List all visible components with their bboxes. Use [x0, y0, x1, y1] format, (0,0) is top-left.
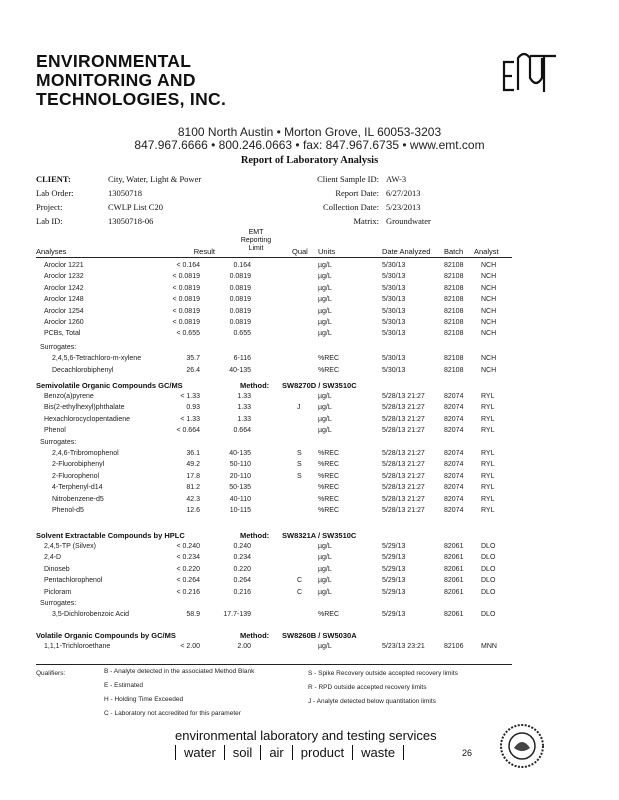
- analyst: NCH: [481, 296, 497, 304]
- result-value: 17.8: [186, 472, 200, 480]
- result-value: < 0.164: [176, 262, 200, 269]
- company-name-line3: TECHNOLOGIES, INC.: [36, 89, 227, 109]
- footer-item-product: product: [292, 745, 352, 760]
- table-row: [0, 367, 619, 378]
- table-row: [0, 611, 619, 622]
- svoc-section-method: SW8270D / SW3510C: [282, 381, 357, 390]
- analyst: DLO: [481, 543, 496, 550]
- analyst: NCH: [481, 319, 497, 326]
- table-row: [0, 319, 619, 330]
- analyte-name: Picloram: [44, 588, 72, 596]
- accreditation-seal-icon: [498, 722, 546, 770]
- reporting-limit: 0.264: [233, 577, 251, 585]
- reporting-limit: 0.220: [233, 565, 251, 573]
- client-label: CLIENT:: [36, 174, 71, 184]
- batch: 82108: [444, 284, 464, 292]
- sample-id-value: AW-3: [386, 174, 407, 184]
- company-name-line2: MONITORING AND: [36, 70, 196, 90]
- table-row: [0, 589, 619, 600]
- footer-tagline: environmental laboratory and testing services: [175, 728, 437, 743]
- date-analyzed: 5/30/13: [382, 319, 406, 326]
- reporting-limit: 0.0819: [229, 319, 251, 326]
- units: µg/L: [318, 643, 332, 650]
- analyte-name: Benzo(a)pyrene: [44, 393, 94, 400]
- reporting-limit: 6-116: [233, 355, 251, 363]
- page-number: 26: [462, 748, 473, 758]
- analyte-name: Aroclor 1260: [44, 319, 84, 326]
- surrogates-label: Surrogates:: [40, 600, 77, 607]
- batch: 82106: [444, 643, 464, 650]
- analyst: NCH: [481, 355, 497, 363]
- reporting-limit: 17.7-139: [223, 611, 251, 619]
- batch: 82074: [444, 495, 464, 503]
- col-rl-line3: Limit: [248, 245, 264, 252]
- units: µg/L: [318, 319, 332, 326]
- units: µg/L: [318, 543, 332, 550]
- company-logo: [500, 48, 560, 96]
- client-value: City, Water, Light & Power: [108, 174, 202, 184]
- units: %REC: [318, 484, 340, 492]
- analyst: NCH: [481, 330, 497, 338]
- batch: 82074: [444, 415, 464, 423]
- date-analyzed: 5/28/13 21:27: [382, 461, 425, 469]
- units: µg/L: [318, 262, 332, 269]
- reporting-limit: 2.00: [237, 643, 251, 650]
- table-row: [0, 285, 619, 296]
- lab-id-value: 13050718-06: [108, 216, 154, 226]
- analyst: NCH: [481, 284, 497, 292]
- analyte-name: Aroclor 1221: [44, 262, 84, 269]
- analyte-name: 4-Terphenyl-d14: [52, 484, 103, 492]
- table-row: [0, 355, 619, 366]
- table-row: [0, 404, 619, 415]
- analyst: DLO: [481, 554, 496, 562]
- surrogates-label: Surrogates:: [40, 438, 77, 446]
- date-analyzed: 5/28/13 21:27: [382, 472, 425, 480]
- table-row: [0, 643, 619, 654]
- batch: 82074: [444, 427, 464, 435]
- date-analyzed: 5/28/13 21:27: [382, 427, 425, 435]
- hplc-section-title: Solvent Extractable Compounds by HPLC: [36, 531, 185, 540]
- date-analyzed: 5/29/13: [382, 611, 406, 619]
- report-date-value: 6/27/2013: [386, 188, 421, 198]
- analyst: RYL: [481, 484, 495, 492]
- analyte-name: Aroclor 1248: [44, 296, 84, 304]
- batch: 82108: [444, 366, 464, 374]
- analyst: DLO: [481, 588, 496, 596]
- units: µg/L: [318, 284, 332, 292]
- units: µg/L: [318, 330, 332, 338]
- report-date-label: Report Date:: [335, 188, 379, 198]
- table-row: [0, 461, 619, 472]
- units: %REC: [318, 495, 340, 503]
- analyte-name: 1,1,1-Trichloroethane: [44, 643, 111, 650]
- table-row: [0, 416, 619, 427]
- analyte-name: Phenol: [44, 427, 66, 435]
- analyst: NCH: [481, 262, 497, 269]
- matrix-value: Groundwater: [386, 216, 431, 226]
- analyte-name: Phenol-d5: [52, 507, 84, 514]
- result-value: 35.7: [186, 355, 200, 363]
- batch: 82061: [444, 577, 464, 585]
- result-value: 49.2: [186, 461, 200, 469]
- date-analyzed: 5/29/13: [382, 577, 406, 585]
- reporting-limit: 40-110: [229, 495, 251, 503]
- reporting-limit: 10-115: [229, 507, 251, 514]
- footer-item-air: air: [260, 745, 291, 760]
- analyte-name: Aroclor 1242: [44, 284, 84, 292]
- table-row: [0, 262, 619, 273]
- qualifier-code: S: [297, 461, 302, 469]
- hplc-section-method-label: Method:: [240, 531, 270, 540]
- col-analyst: Analyst: [474, 247, 499, 256]
- table-row: [0, 484, 619, 495]
- qualifier-b: B - Analyte detected in the associated Method Blank: [104, 668, 255, 675]
- units: %REC: [318, 461, 340, 469]
- analyte-name: Dinoseb: [44, 565, 70, 573]
- date-analyzed: 5/30/13: [382, 355, 406, 363]
- col-batch: Batch: [444, 247, 464, 256]
- table-row: [0, 554, 619, 565]
- units: %REC: [318, 611, 340, 619]
- project-value: CWLP List C20: [108, 202, 163, 212]
- result-value: < 0.0819: [172, 284, 200, 292]
- date-analyzed: 5/28/13 21:27: [382, 450, 425, 457]
- result-value: < 2.00: [180, 643, 200, 650]
- voc-section-method: SW8260B / SW5030A: [282, 631, 357, 640]
- result-value: < 0.264: [176, 577, 200, 585]
- report-title: Report of Laboratory Analysis: [240, 155, 379, 166]
- analyst: RYL: [481, 461, 495, 469]
- lab-id-label: Lab ID:: [36, 216, 63, 226]
- result-value: 42.3: [186, 495, 200, 503]
- batch: 82074: [444, 484, 464, 492]
- units: %REC: [318, 450, 340, 457]
- analyte-name: Pentachlorophenol: [44, 577, 103, 585]
- table-row: [0, 507, 619, 518]
- analyte-name: Aroclor 1232: [44, 273, 84, 281]
- analyst: NCH: [481, 307, 497, 315]
- batch: 82074: [444, 450, 464, 457]
- reporting-limit: 40-135: [229, 366, 251, 374]
- date-analyzed: 5/29/13: [382, 588, 406, 596]
- reporting-limit: 40-135: [229, 450, 251, 457]
- result-value: 0.93: [186, 404, 200, 412]
- date-analyzed: 5/30/13: [382, 262, 406, 269]
- footer-item-waste: waste: [352, 745, 404, 760]
- units: µg/L: [318, 554, 332, 562]
- qualifier-e: E - Estimated: [104, 682, 144, 689]
- header-rule: [36, 257, 512, 258]
- date-analyzed: 5/28/13 21:27: [382, 415, 425, 423]
- reporting-limit: 50-110: [229, 461, 251, 469]
- analyte-name: Hexachlorocyclopentadiene: [44, 415, 130, 423]
- date-analyzed: 5/28/13 21:27: [382, 393, 425, 400]
- reporting-limit: 1.33: [237, 393, 251, 400]
- units: µg/L: [318, 577, 332, 585]
- reporting-limit: 0.216: [233, 588, 251, 596]
- reporting-limit: 0.0819: [229, 273, 251, 281]
- analyte-name: 2,4-D: [44, 554, 62, 562]
- voc-section-title: Volatile Organic Compounds by GC/MS: [36, 631, 176, 640]
- result-value: < 0.240: [176, 543, 200, 550]
- reporting-limit: 1.33: [237, 404, 251, 412]
- analyst: DLO: [481, 577, 496, 585]
- table-row: [0, 273, 619, 284]
- result-value: < 0.0819: [172, 319, 200, 326]
- batch: 82061: [444, 588, 464, 596]
- date-analyzed: 5/28/13 21:27: [382, 507, 425, 514]
- qualifier-code: S: [297, 472, 302, 480]
- analyst: NCH: [481, 273, 497, 281]
- analyte-name: Aroclor 1254: [44, 307, 84, 315]
- reporting-limit: 0.664: [233, 427, 251, 435]
- qualifier-code: J: [297, 404, 301, 412]
- table-row: [0, 330, 619, 341]
- reporting-limit: 1.33: [237, 415, 251, 423]
- analyst: MNN: [481, 643, 497, 650]
- qualifier-code: C: [297, 577, 303, 585]
- units: µg/L: [318, 404, 332, 412]
- company-name-line1: ENVIRONMENTAL: [36, 51, 192, 71]
- analyst: RYL: [481, 472, 495, 480]
- analyst: RYL: [481, 450, 495, 457]
- table-row: [0, 577, 619, 588]
- reporting-limit: 0.164: [233, 262, 251, 269]
- date-analyzed: 5/30/13: [382, 307, 406, 315]
- table-row: [0, 308, 619, 319]
- units: µg/L: [318, 393, 332, 400]
- analyst: RYL: [481, 415, 495, 423]
- date-analyzed: 5/30/13: [382, 330, 406, 338]
- col-date: Date Analyzed: [382, 247, 431, 256]
- qualifier-rule: [36, 664, 512, 665]
- qualifier-j: J - Analyte detected below quantitation limits: [308, 698, 436, 705]
- batch: 82074: [444, 393, 464, 400]
- lab-order-value: 13050718: [108, 188, 142, 198]
- result-value: < 1.33: [180, 393, 200, 400]
- result-value: 36.1: [186, 450, 200, 457]
- footer-services: [175, 745, 404, 760]
- reporting-limit: 0.0819: [229, 296, 251, 304]
- lab-order-label: Lab Order:: [36, 188, 74, 198]
- table-row: [0, 473, 619, 484]
- svoc-section-method-label: Method:: [240, 381, 270, 390]
- result-value: < 0.655: [176, 330, 200, 338]
- voc-section-method-label: Method:: [240, 631, 270, 640]
- analyte-name: 2,4,5-TP (Silvex): [44, 543, 96, 550]
- units: µg/L: [318, 427, 332, 435]
- units: µg/L: [318, 588, 332, 596]
- result-value: < 0.216: [176, 588, 200, 596]
- batch: 82061: [444, 565, 464, 573]
- batch: 82108: [444, 319, 464, 326]
- reporting-limit: 0.655: [233, 330, 251, 338]
- qualifier-s: S - Spike Recovery outside accepted recovery limits: [308, 670, 458, 677]
- batch: 82108: [444, 355, 464, 363]
- analyte-name: PCBs, Total: [44, 330, 81, 338]
- company-contact: 847.967.6666 • 800.246.0663 • fax: 847.967.6735 • www.emt.com: [134, 138, 485, 152]
- hplc-section-method: SW8321A / SW3510C: [282, 531, 357, 540]
- qualifiers-label: Qualifiers:: [36, 670, 66, 677]
- reporting-limit: 50-135: [229, 484, 251, 492]
- reporting-limit: 0.0819: [229, 284, 251, 292]
- reporting-limit: 0.240: [233, 543, 251, 550]
- qualifier-code: C: [297, 588, 303, 596]
- units: %REC: [318, 507, 340, 514]
- sample-id-label: Client Sample ID:: [317, 174, 379, 184]
- result-value: < 0.664: [176, 427, 200, 435]
- col-reporting-limit: [234, 229, 278, 253]
- batch: 82061: [444, 554, 464, 562]
- qualifier-r: R - RPD outside accepted recovery limits: [308, 684, 427, 691]
- units: µg/L: [318, 307, 332, 315]
- table-row: [0, 393, 619, 404]
- col-rl-line2: Reporting: [240, 237, 272, 244]
- units: %REC: [318, 472, 340, 480]
- analyst: NCH: [481, 366, 497, 374]
- analyst: RYL: [481, 393, 495, 400]
- units: µg/L: [318, 273, 332, 281]
- date-analyzed: 5/29/13: [382, 565, 406, 573]
- batch: 82108: [444, 330, 464, 338]
- reporting-limit: 0.234: [233, 554, 251, 562]
- matrix-label: Matrix:: [353, 216, 379, 226]
- analyte-name: 2,4,5,6-Tetrachloro-m-xylene: [52, 355, 142, 363]
- analyte-name: 2-Fluorophenol: [52, 472, 100, 480]
- batch: 82108: [444, 307, 464, 315]
- table-row: [0, 496, 619, 507]
- result-value: 81.2: [186, 484, 200, 492]
- collection-date-label: Collection Date:: [323, 202, 379, 212]
- result-value: < 0.234: [176, 554, 200, 562]
- analyte-name: 3,5-Dichlorobenzoic Acid: [52, 611, 130, 619]
- batch: 82074: [444, 507, 464, 514]
- result-value: < 0.0819: [172, 307, 200, 315]
- analyst: RYL: [481, 404, 495, 412]
- date-analyzed: 5/30/13: [382, 273, 406, 281]
- analyte-name: 2-Fluorobiphenyl: [52, 461, 105, 469]
- batch: 82108: [444, 296, 464, 304]
- date-analyzed: 5/29/13: [382, 554, 406, 562]
- table-row: [0, 427, 619, 438]
- reporting-limit: 20-110: [229, 472, 251, 480]
- units: %REC: [318, 366, 340, 374]
- batch: 82074: [444, 461, 464, 469]
- company-name: [36, 52, 226, 109]
- footer-item-soil: soil: [224, 745, 261, 760]
- batch: 82074: [444, 472, 464, 480]
- batch: 82061: [444, 543, 464, 550]
- units: µg/L: [318, 565, 332, 573]
- table-row: [0, 543, 619, 554]
- svoc-section-title: Semivolatile Organic Compounds GC/MS: [36, 381, 183, 390]
- col-qual: Qual: [292, 247, 308, 256]
- reporting-limit: 0.0819: [229, 307, 251, 315]
- units: µg/L: [318, 296, 332, 304]
- date-analyzed: 5/28/13 21:27: [382, 484, 425, 492]
- qualifier-code: S: [297, 450, 302, 457]
- analyst: DLO: [481, 611, 496, 619]
- result-value: 12.6: [186, 507, 200, 514]
- analyst: RYL: [481, 495, 495, 503]
- col-rl-line1: EMT: [248, 229, 264, 236]
- date-analyzed: 5/30/13: [382, 284, 406, 292]
- surrogates-label: Surrogates:: [40, 343, 77, 351]
- batch: 82074: [444, 404, 464, 412]
- analyte-name: Decachlorobiphenyl: [52, 366, 114, 374]
- analyte-name: Nitrobenzene-d5: [52, 495, 104, 503]
- analyst: DLO: [481, 565, 496, 573]
- company-address: 8100 North Austin • Morton Grove, IL 60053-3203: [177, 125, 442, 139]
- table-row: [0, 450, 619, 461]
- analyte-name: Bis(2-ethylhexyl)phthalate: [44, 404, 125, 412]
- date-analyzed: 5/28/13 21:27: [382, 404, 425, 412]
- units: µg/L: [318, 415, 332, 423]
- footer-item-water: water: [175, 745, 224, 760]
- qualifier-c: C - Laboratory not accredited for this parameter: [104, 710, 241, 717]
- date-analyzed: 5/30/13: [382, 366, 406, 374]
- date-analyzed: 5/28/13 21:27: [382, 495, 425, 503]
- col-analyses: Analyses: [36, 247, 67, 256]
- batch: 82108: [444, 273, 464, 281]
- table-row: [0, 296, 619, 307]
- date-analyzed: 5/29/13: [382, 543, 406, 550]
- analyst: RYL: [481, 507, 495, 514]
- result-value: < 0.0819: [172, 296, 200, 304]
- result-value: 58.9: [186, 611, 200, 619]
- collection-date-value: 5/23/2013: [386, 202, 421, 212]
- batch: 82108: [444, 262, 464, 269]
- qualifier-h: H - Holding Time Exceeded: [104, 696, 184, 703]
- result-value: < 0.220: [176, 565, 200, 573]
- col-units: Units: [318, 247, 336, 256]
- result-value: 26.4: [186, 366, 200, 374]
- result-value: < 0.0819: [172, 273, 200, 281]
- batch: 82061: [444, 611, 464, 619]
- project-label: Project:: [36, 202, 63, 212]
- date-analyzed: 5/23/13 23:21: [382, 643, 425, 650]
- result-value: < 1.33: [180, 415, 200, 423]
- units: %REC: [318, 355, 340, 363]
- date-analyzed: 5/30/13: [382, 296, 406, 304]
- table-row: [0, 566, 619, 577]
- col-result: Result: [193, 247, 215, 256]
- analyst: RYL: [481, 427, 495, 435]
- analyte-name: 2,4,6-Tribromophenol: [52, 450, 119, 457]
